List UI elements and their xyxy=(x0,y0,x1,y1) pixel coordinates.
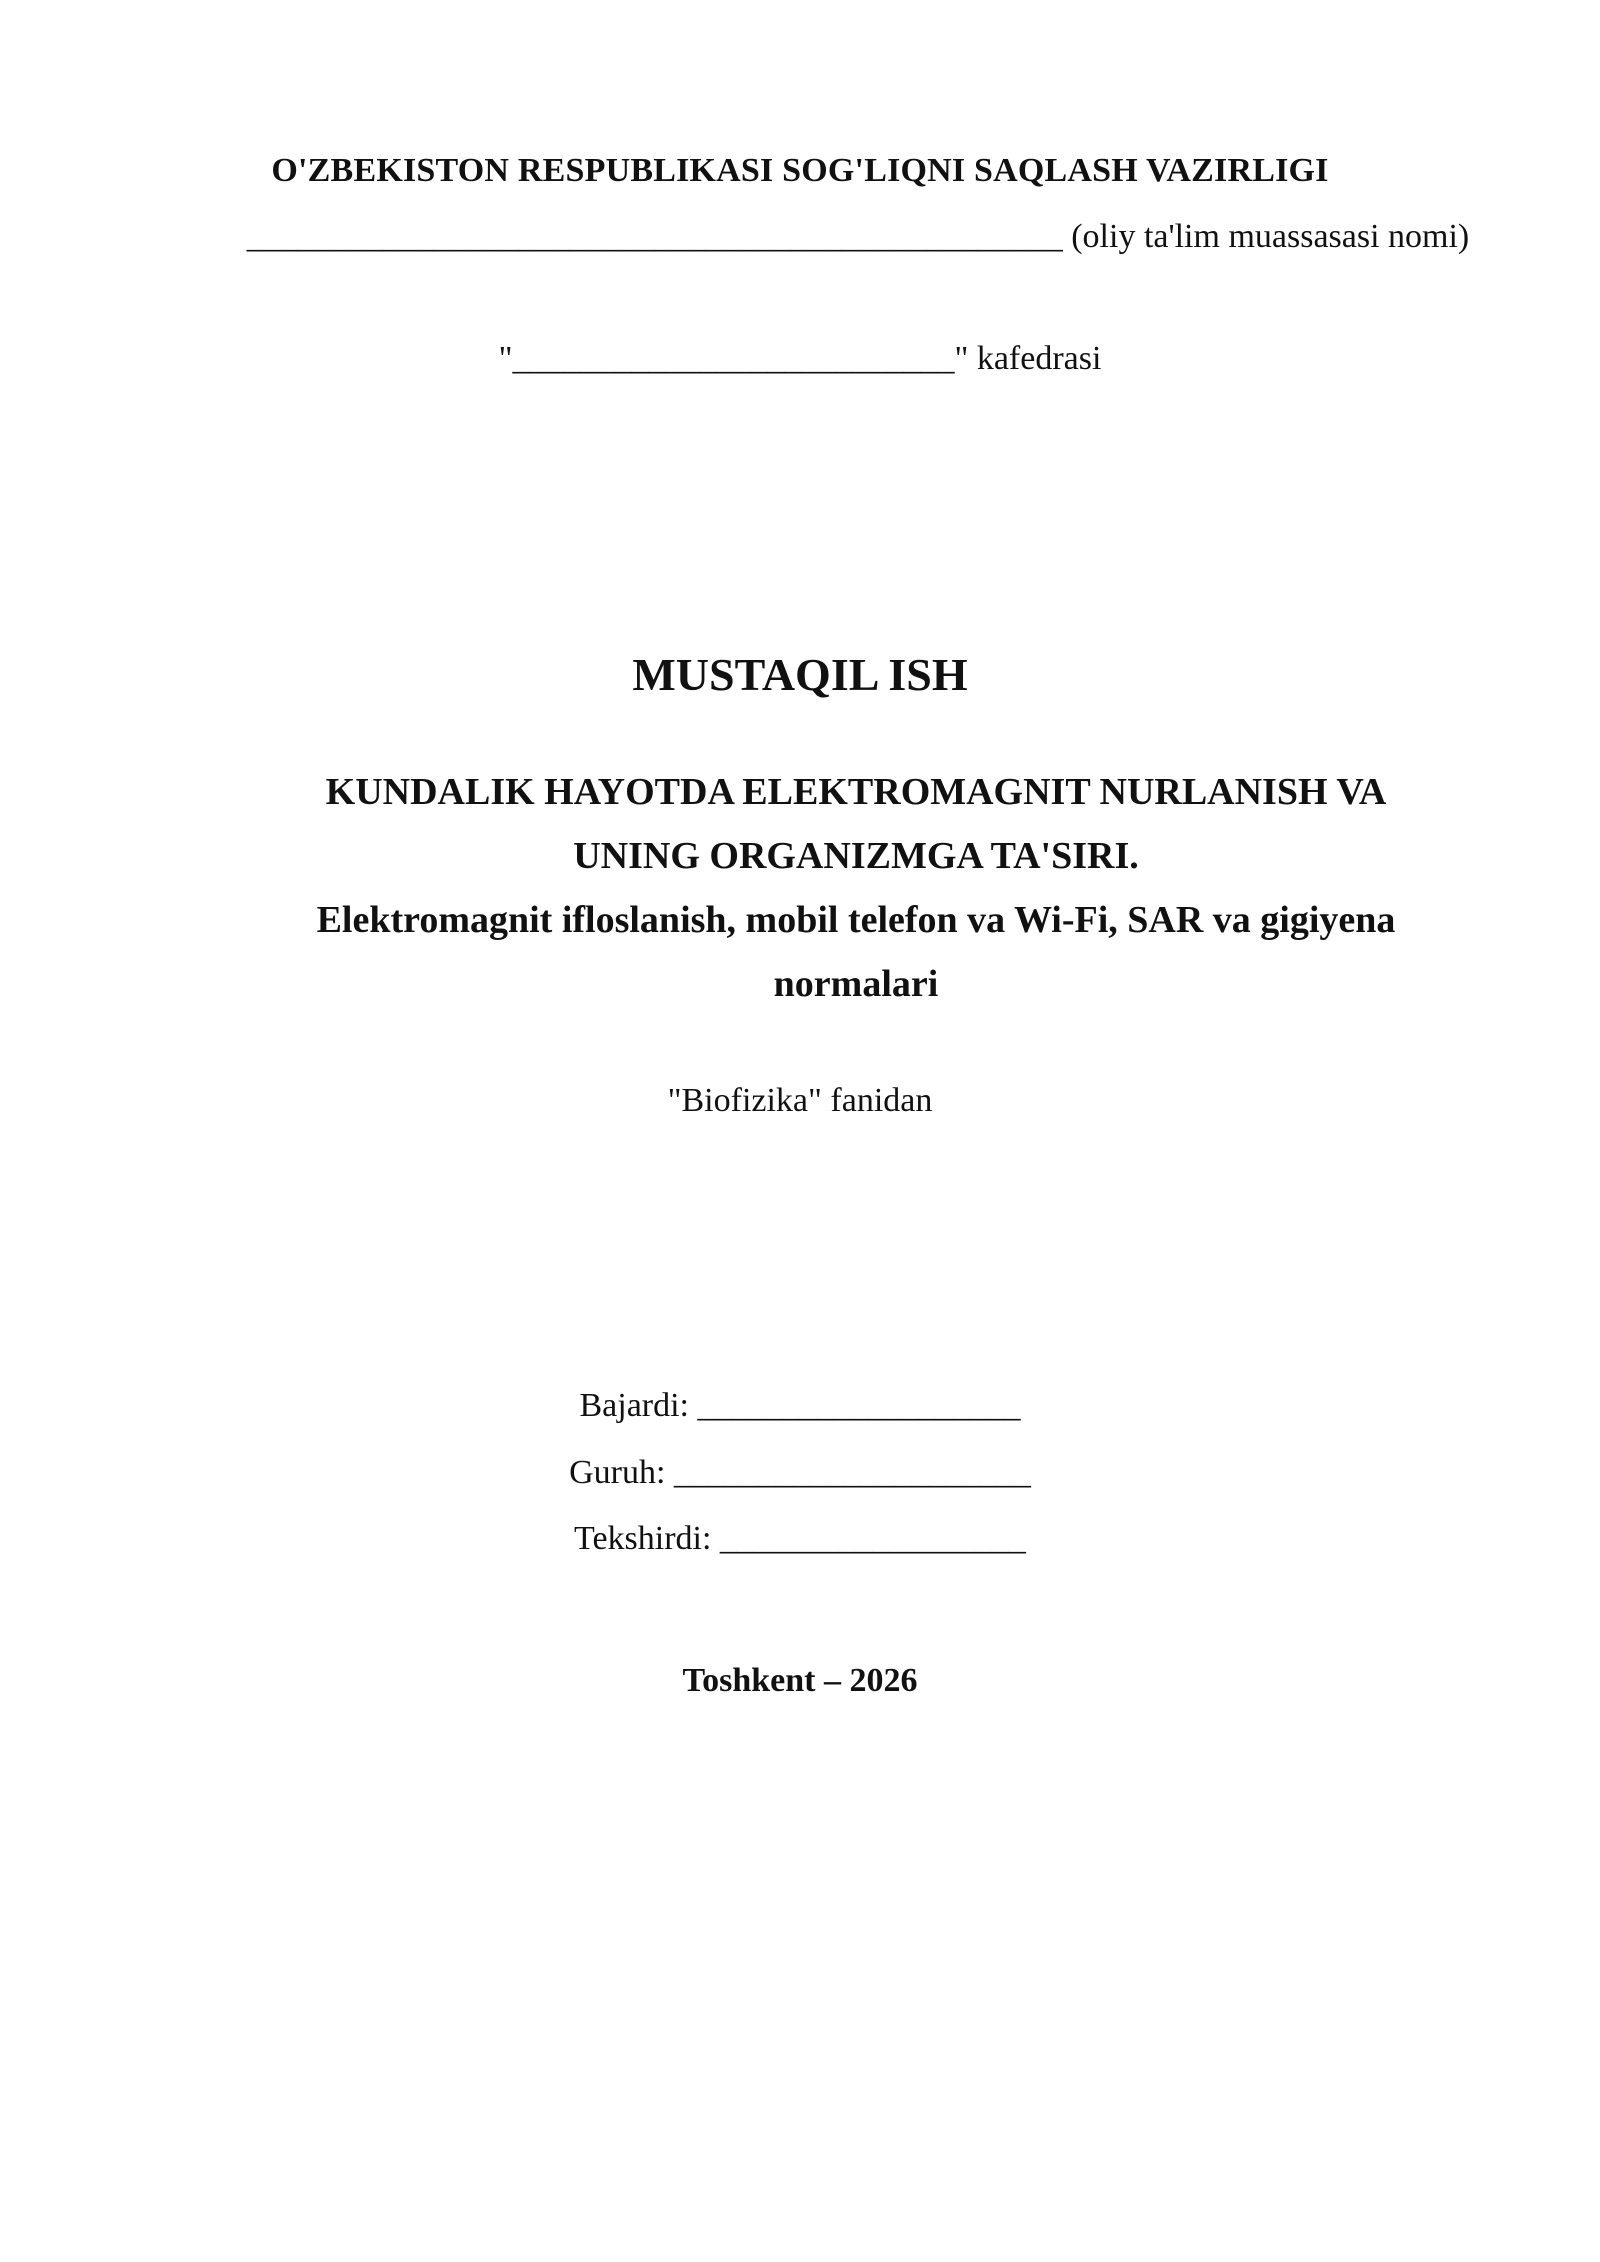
department-line: "__________________________" kafedrasi xyxy=(498,340,1102,377)
ministry-heading: O'ZBEKISTON RESPUBLIKASI SOG'LIQNI SAQLASH VAZIRLIGI xyxy=(271,152,1329,189)
topic-line-4: normalari xyxy=(773,963,939,1005)
document-type-title: MUSTAQIL ISH xyxy=(632,649,968,700)
city-year: Toshkent – 2026 xyxy=(682,1662,918,1699)
topic-line-1: KUNDALIK HAYOTDA ELEKTROMAGNIT NURLANISH VA xyxy=(325,771,1387,813)
topic-title xyxy=(236,760,1476,1016)
topic-line-3: Elektromagnit ifloslanish, mobil telefon va Wi-Fi, SAR va gigiyena xyxy=(316,899,1396,941)
institution-name-line: ________________________________________________ (oliy ta'lim muassasasi nomi) xyxy=(246,218,1470,255)
topic-line-2: UNING ORGANIZMGA TA'SIRI. xyxy=(573,835,1139,877)
checked-by-line: Tekshirdi: __________________ xyxy=(574,1520,1026,1557)
group-line: Guruh: _____________________ xyxy=(569,1454,1031,1491)
subject-line: "Biofizika" fanidan xyxy=(667,1082,933,1119)
performed-by-line: Bajardi: ___________________ xyxy=(579,1387,1021,1424)
